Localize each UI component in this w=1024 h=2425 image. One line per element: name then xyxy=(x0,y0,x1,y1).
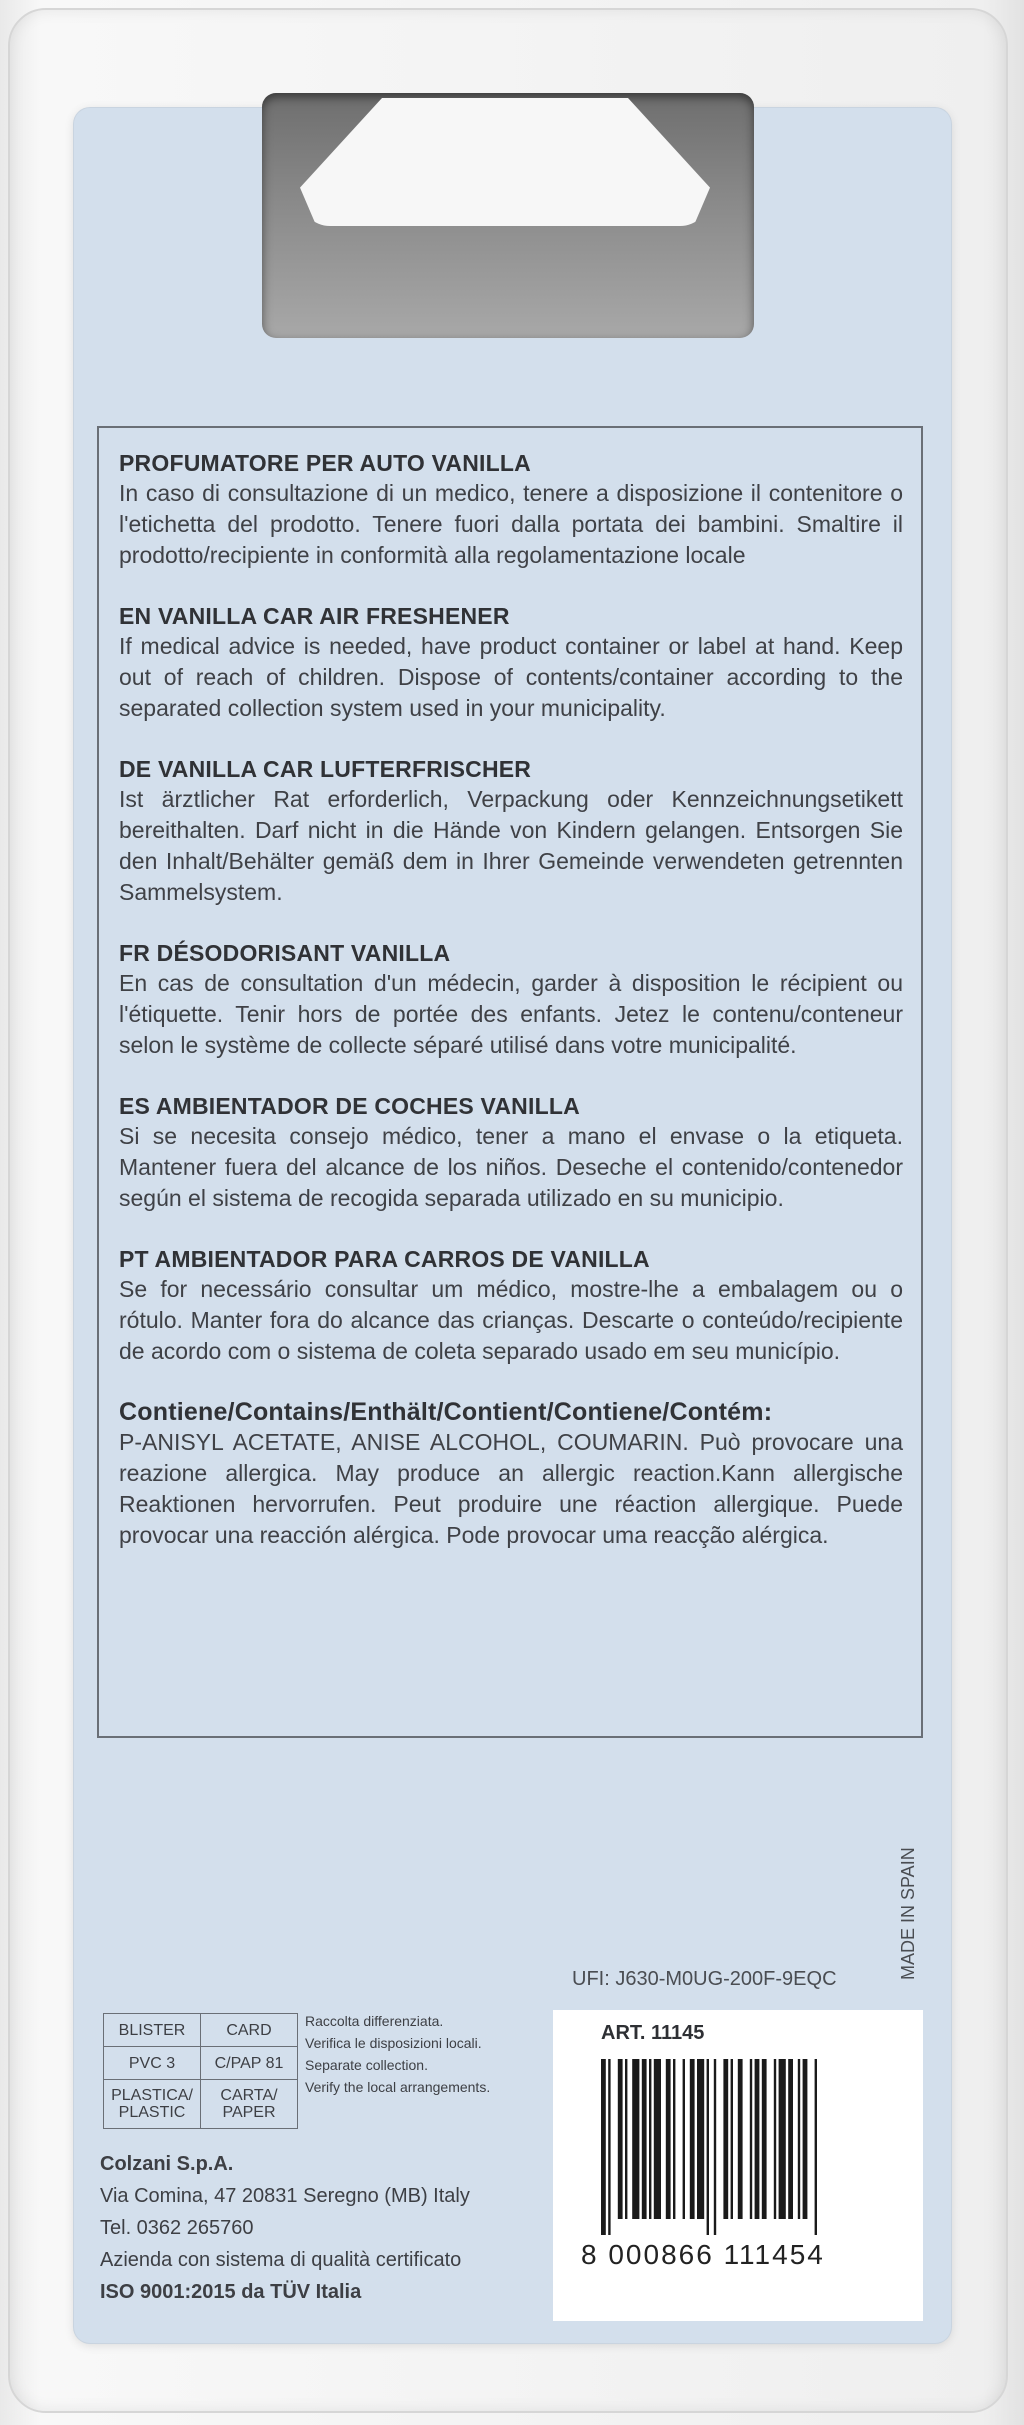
section-de xyxy=(119,754,903,908)
contains-body: P-ANISYL ACETATE, ANISE ALCOHOL, COUMARIN. Può provocare una reazione allergica. May produce an allergic reaction.Kann allergische Reaktionen hervorrufen. Peut produire une réaction allergique. Puede provocar una reacción alérgica. Pode provocar uma reacção alérgica. xyxy=(119,1429,903,1548)
barcode-bar xyxy=(625,2059,627,2219)
barcode-bar xyxy=(803,2059,808,2219)
barcode-bar xyxy=(690,2059,695,2219)
company-name: Colzani S.p.A. xyxy=(100,2153,234,2175)
section-body: Ist ärztlicher Rat erforderlich, Verpackung oder Kennzeichnungsetikett bereithalten. Darf nicht in die Hände von Kindern gelangen. Entsorgen Sie den Inhalt/Behälter gemäß dem in Ihrer Gemeinde verwendeten getrennten Sammelsystem. xyxy=(119,786,903,905)
recycling-note xyxy=(305,2010,490,2098)
barcode-bar xyxy=(755,2059,760,2219)
recycling-table xyxy=(103,2013,298,2129)
recycling-note-line: Separate collection. xyxy=(305,2057,428,2073)
contains-title: Contiene/Contains/Enthält/Contient/Contiene/Contém: xyxy=(119,1398,773,1426)
barcode-bar xyxy=(779,2059,786,2219)
section-it xyxy=(119,448,903,571)
section-title: ES AMBIENTADOR DE COCHES VANILLA xyxy=(119,1093,580,1119)
company-info xyxy=(100,2148,470,2308)
made-in-label: MADE IN SPAIN xyxy=(898,1847,918,1980)
company-address: Via Comina, 47 20831 Seregno (MB) Italy xyxy=(100,2185,470,2207)
ufi-code: UFI: J630-M0UG-200F-9EQC xyxy=(572,1968,837,1990)
barcode-bar xyxy=(618,2059,623,2219)
warning-text-box xyxy=(97,426,923,1738)
company-cert: Azienda con sistema di qualità certificato xyxy=(100,2249,462,2271)
barcode-bar xyxy=(642,2059,647,2219)
section-en xyxy=(119,601,903,724)
section-title: DE VANILLA CAR LUFTERFRISCHER xyxy=(119,756,532,782)
section-es xyxy=(119,1091,903,1214)
barcode-bar xyxy=(788,2059,793,2219)
barcode-bar xyxy=(714,2059,716,2235)
section-title: PT AMBIENTADOR PARA CARROS DE VANILLA xyxy=(119,1246,650,1272)
article-number: ART. 11145 xyxy=(601,2022,705,2044)
section-body: In caso di consultazione di un medico, tenere a disposizione il contenitore o l'etichetta del prodotto. Tenere fuori dalla portata dei bambini. Smaltire il prodotto/recipiente in conformità alla regolamentazione locale xyxy=(119,480,903,568)
barcode-bar xyxy=(601,2059,606,2235)
barcode-bar xyxy=(654,2059,661,2219)
barcode-panel xyxy=(553,2010,923,2321)
section-body: En cas de consultation d'un médecin, garder à disposition le récipient ou l'étiquette. Tenir hors de portée des enfants. Jetez le contenu/conteneur selon le système de collecte séparé utilisé dans votre municipalité. xyxy=(119,970,903,1058)
section-body: If medical advice is needed, have product container or label at hand. Keep out of reach of children. Dispose of contents/container according to the separated collection system used in your municipality. xyxy=(119,633,903,721)
company-iso: ISO 9001:2015 da TÜV Italia xyxy=(100,2281,362,2303)
barcode-bar xyxy=(683,2059,685,2219)
recycling-cell: BLISTER xyxy=(104,2014,201,2047)
section-fr xyxy=(119,938,903,1061)
recycling-cell: CARD xyxy=(201,2014,298,2047)
barcode-bar xyxy=(738,2059,743,2219)
barcode-bar xyxy=(774,2059,776,2219)
recycling-cell: CARTA/ PAPER xyxy=(201,2080,298,2129)
recycling-note-line: Raccolta differenziata. xyxy=(305,2013,444,2029)
barcode-bar xyxy=(673,2059,675,2219)
section-title: PROFUMATORE PER AUTO VANILLA xyxy=(119,450,531,476)
recycling-note-line: Verify the local arrangements. xyxy=(305,2079,491,2095)
section-title: EN VANILLA CAR AIR FRESHENER xyxy=(119,603,510,629)
section-pt xyxy=(119,1244,903,1367)
recycling-cell: PLASTICA/ PLASTIC xyxy=(104,2080,201,2129)
barcode-bar xyxy=(750,2059,752,2219)
recycling-cell: C/PAP 81 xyxy=(201,2047,298,2080)
barcode-bar xyxy=(632,2059,639,2219)
section-body: Si se necesita consejo médico, tener a mano el envase o la etiqueta. Mantener fuera del alcance de los niños. Deseche el contenido/contenedor según el sistema de recogida separada utilizado en su municipio. xyxy=(119,1123,903,1211)
barcode-bar xyxy=(608,2059,610,2235)
barcode-icon xyxy=(601,2059,901,2235)
company-phone: Tel. 0362 265760 xyxy=(100,2217,254,2239)
barcode-bar xyxy=(815,2059,817,2235)
recycling-cell: PVC 3 xyxy=(104,2047,201,2080)
section-contains xyxy=(119,1397,903,1551)
barcode-bar xyxy=(798,2059,800,2219)
barcode-bar xyxy=(649,2059,651,2219)
recycling-note-line: Verifica le disposizioni locali. xyxy=(305,2035,482,2051)
barcode-bar xyxy=(707,2059,709,2235)
barcode-bar xyxy=(723,2059,728,2219)
barcode-bar xyxy=(666,2059,671,2219)
ean-number: 8 000866 111454 xyxy=(581,2239,825,2270)
barcode-bar xyxy=(731,2059,733,2219)
barcode-bar xyxy=(762,2059,767,2219)
section-title: FR DÉSODORISANT VANILLA xyxy=(119,940,451,966)
section-body: Se for necessário consultar um médico, mostre-lhe a embalagem ou o rótulo. Manter fora do alcance das crianças. Descarte o conteúdo/recipiente de acordo com o sistema de coleta separado usado em seu município. xyxy=(119,1276,903,1364)
barcode-bar xyxy=(697,2059,704,2219)
